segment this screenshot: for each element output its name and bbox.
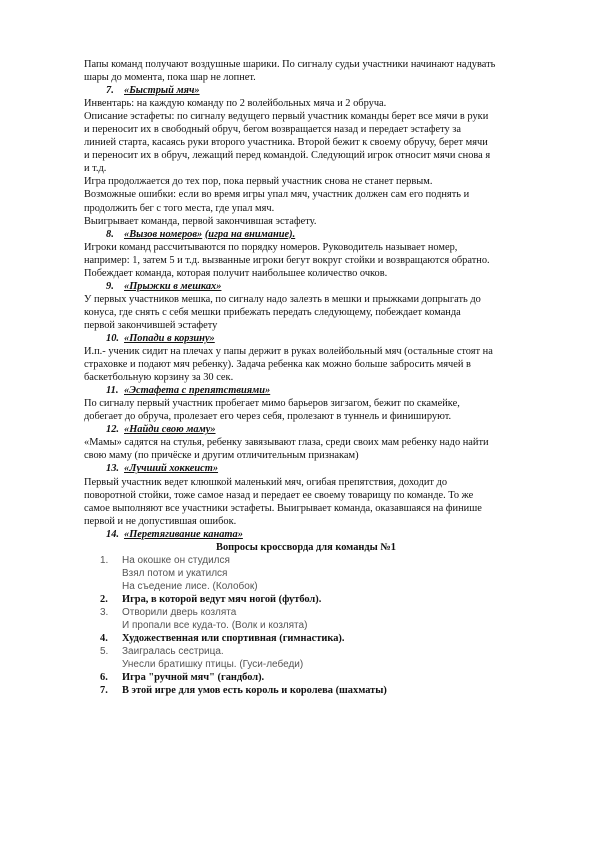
section-text-line: И.п.- ученик сидит на плечах у папы держит в руках волейбольный мяч (остальные стоят на bbox=[84, 346, 493, 358]
section-text-line: конуса, где снять с себя мешки прибежать передать следующему, побеждает команда bbox=[84, 306, 461, 318]
crossword-item bbox=[84, 671, 528, 684]
section-number: 11. bbox=[106, 385, 119, 397]
section-text-line: линией старта, касаясь руки второго участника. Второй бежит к своему обручу, берет мячи bbox=[84, 137, 488, 149]
section-text-line: Инвентарь: на каждую команду по 2 волейбольных мяча и 2 обруча. bbox=[84, 98, 387, 110]
section-heading bbox=[84, 528, 528, 541]
section-text-line: добегает до обруча, пролезает его через себя, пролезают в туннель и финишируют. bbox=[84, 411, 452, 423]
section-number: 13. bbox=[106, 463, 119, 475]
crossword-item bbox=[84, 684, 528, 697]
crossword-item bbox=[84, 606, 528, 632]
section-note: (игра на внимание). bbox=[204, 228, 296, 240]
section-text-line: поворотной стойки, тоже самое назад и передает ее своему товарищу по команде. То же bbox=[84, 489, 474, 501]
crossword-item-number: 7. bbox=[100, 685, 108, 697]
section-text-line: Возможные ошибки: если во время игры упал мяч, участник должен сам его поднять и bbox=[84, 189, 470, 201]
section-text-line: Игра продолжается до тех пор, пока первый участник снова не станет первым. bbox=[84, 176, 433, 188]
section-text-line: первой и не допустившая ошибок. bbox=[84, 515, 237, 527]
crossword-item-line: Отворили дверь козлята bbox=[122, 606, 237, 618]
section-title: «Прыжки в мешках» bbox=[124, 280, 222, 292]
crossword-item-line: Игра, в которой ведут мяч ногой (футбол). bbox=[122, 593, 322, 605]
section-title: «Вызов номеров» bbox=[124, 228, 203, 240]
section-text-line: У первых участников мешка, по сигналу надо залезть в мешки и прыжками допрыгать до bbox=[84, 293, 481, 305]
section-title: «Перетягивание каната» bbox=[124, 528, 243, 540]
section-text-line: первой закончившей эстафету bbox=[84, 319, 218, 331]
section-text-line: и т.д. bbox=[84, 163, 107, 175]
section-text-line: «Мамы» садятся на стулья, ребенку завязывают глаза, среди своих мам ребенку надо найти bbox=[84, 437, 489, 449]
crossword-list bbox=[84, 554, 528, 698]
crossword-item-number: 1. bbox=[100, 554, 109, 566]
section-text-line: и переносит их в обруч, лежащий перед командой. Следующий игрок относит мячи снова я bbox=[84, 150, 491, 162]
section-heading bbox=[84, 228, 528, 241]
section-heading bbox=[84, 462, 528, 475]
section-number: 10. bbox=[106, 332, 119, 344]
section-text-line: По сигналу первый участник пробегает мимо барьеров зигзагом, бежит по скамейке, bbox=[84, 398, 460, 410]
section-heading bbox=[84, 384, 528, 397]
crossword-item-line: На окошке он студился bbox=[122, 554, 230, 566]
section-number: 8. bbox=[106, 228, 114, 240]
section-title: «Быстрый мяч» bbox=[124, 85, 200, 97]
section-title: «Лучший хоккеист» bbox=[124, 463, 219, 475]
section-text-line: продолжить бег с того места, где упал мяч. bbox=[84, 202, 275, 214]
crossword-title: Вопросы кроссворда для команды №1 bbox=[216, 541, 396, 553]
section-heading bbox=[84, 280, 528, 293]
section-text-line: Побеждает команда, которая получит наибольшее количество очков. bbox=[84, 267, 388, 279]
crossword-item bbox=[84, 593, 528, 606]
section-title: «Найди свою маму» bbox=[124, 424, 216, 436]
section-number: 9. bbox=[106, 280, 114, 292]
section-text-line: страховке и подают мяч ребенку). Задача ребенка как можно больше забросить мячей в bbox=[84, 359, 471, 371]
section-text-line: свою маму (по причёске и другим отличительным признакам) bbox=[84, 450, 359, 462]
section-heading bbox=[84, 84, 528, 97]
section-text-line: Игроки команд рассчитываются по порядку номеров. Руководитель называет номер, bbox=[84, 241, 458, 253]
section-number: 7. bbox=[106, 85, 114, 97]
section-text-line: самое выполняют все участники эстафеты. Выигрывает команда, оказавшаяся на финише bbox=[84, 502, 482, 514]
crossword-item-number: 5. bbox=[100, 646, 109, 658]
crossword-item bbox=[84, 632, 528, 645]
section-number: 12. bbox=[106, 424, 119, 436]
crossword-item-line: Художественная или спортивная (гимнастика). bbox=[122, 633, 345, 645]
crossword-item-line: Заигралась сестрица. bbox=[122, 646, 224, 658]
crossword-item-line: На съедение лисе. (Колобок) bbox=[122, 580, 258, 592]
section-text-line: баскетбольную корзину за 30 сек. bbox=[84, 372, 234, 384]
section-text-line: и переносит их в свободный обруч, бегом возвращается назад и передает эстафету за bbox=[84, 124, 461, 136]
crossword-item-line: Унесли братишку птицы. (Гуси-лебеди) bbox=[122, 659, 304, 671]
crossword-item-number: 3. bbox=[100, 606, 109, 618]
crossword-item-number: 2. bbox=[100, 593, 108, 605]
crossword-item-number: 4. bbox=[100, 633, 108, 645]
section-text-line: Первый участник ведет клюшкой маленький мяч, огибая препятствия, доходит до bbox=[84, 476, 448, 488]
section-number: 14. bbox=[106, 528, 119, 540]
section-text-line: Описание эстафеты: по сигналу ведущего первый участник команды берет все мячи в руки bbox=[84, 111, 489, 123]
section-title: «Попади в корзину» bbox=[124, 332, 215, 344]
section-text-line: Выигрывает команда, первой закончившая эстафету. bbox=[84, 215, 317, 227]
intro-line: Папы команд получают воздушные шарики. По сигналу судьи участники начинают надувать bbox=[84, 59, 496, 70]
crossword-item bbox=[84, 554, 528, 593]
section-title: «Эстафета с препятствиями» bbox=[124, 385, 271, 397]
crossword-item-line: Взял потом и укатился bbox=[122, 567, 228, 579]
crossword-item-line: И пропали все куда-то. (Волк и козлята) bbox=[122, 620, 308, 632]
section-heading bbox=[84, 423, 528, 436]
section-text-line: например: 1, затем 5 и т.д. вызванные игроки бегут вокруг стойки и возвращаются обратно. bbox=[84, 254, 490, 266]
document-body bbox=[84, 58, 528, 697]
crossword-item-line: Игра "ручной мяч" (гандбол). bbox=[122, 672, 265, 684]
crossword-item-line: В этой игре для умов есть король и королева (шахматы) bbox=[122, 685, 387, 697]
crossword-item-number: 6. bbox=[100, 672, 108, 684]
intro-line: шары до момента, пока шар не лопнет. bbox=[84, 72, 256, 84]
crossword-item bbox=[84, 645, 528, 671]
section-heading bbox=[84, 332, 528, 345]
